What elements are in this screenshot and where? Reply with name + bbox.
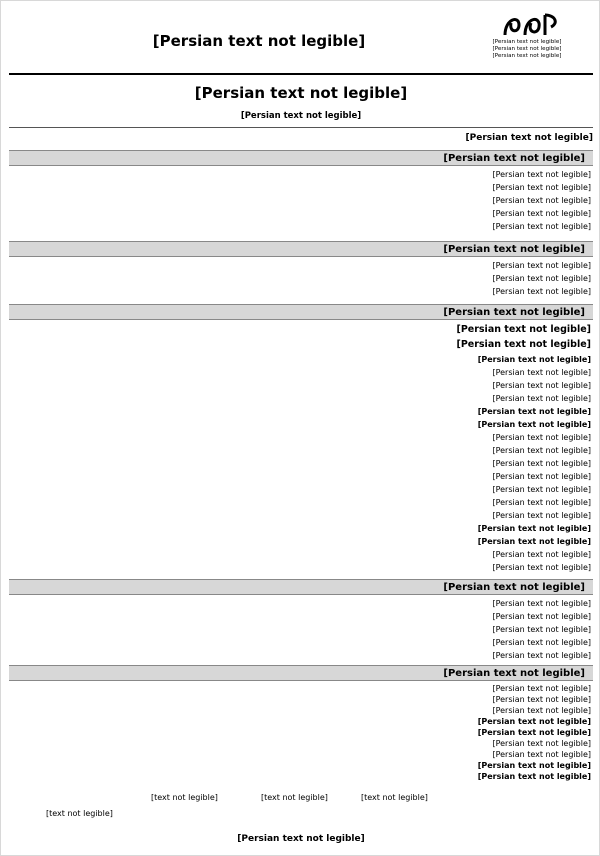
document-header bbox=[9, 9, 593, 71]
attention-note: [Persian text not legible] bbox=[465, 133, 593, 143]
tender-subtitle: [Persian text not legible] bbox=[240, 111, 362, 121]
section-a-header bbox=[9, 150, 593, 166]
section-c-line: [Persian text not legible] bbox=[456, 324, 591, 335]
section-c-header bbox=[9, 304, 593, 320]
section-e-line: [Persian text not legible] bbox=[492, 695, 591, 704]
section-a-line: [Persian text not legible] bbox=[492, 183, 591, 192]
section-a-title: [Persian text not legible] bbox=[443, 153, 585, 164]
section-c-line: [Persian text not legible] bbox=[492, 472, 591, 481]
section-c-line: [Persian text not legible] bbox=[492, 433, 591, 442]
section-e-line: [Persian text not legible] bbox=[492, 684, 591, 693]
company-logo bbox=[467, 9, 587, 71]
section-a-line: [Persian text not legible] bbox=[492, 170, 591, 179]
header-divider bbox=[9, 73, 593, 75]
section-d-line: [Persian text not legible] bbox=[492, 651, 591, 660]
section-c-line: [Persian text not legible] bbox=[492, 394, 591, 403]
notice-title: [Persian text not legible] bbox=[152, 32, 366, 50]
section-c-line: [Persian text not legible] bbox=[492, 550, 591, 559]
section-b-line: [Persian text not legible] bbox=[492, 287, 591, 296]
section-e-line: [Persian text not legible] bbox=[477, 761, 591, 770]
section-d-title: [Persian text not legible] bbox=[443, 582, 585, 593]
section-b-line: [Persian text not legible] bbox=[492, 274, 591, 283]
section-a-line: [Persian text not legible] bbox=[492, 222, 591, 231]
section-e-line: [Persian text not legible] bbox=[477, 772, 591, 781]
section-b-title: [Persian text not legible] bbox=[443, 244, 585, 255]
section-b-header bbox=[9, 241, 593, 257]
section-c-line: [Persian text not legible] bbox=[477, 537, 591, 546]
ad-code: [text not legible] bbox=[46, 809, 113, 818]
section-d-line: [Persian text not legible] bbox=[492, 612, 591, 621]
logo-text-line: [Persian text not legible] bbox=[492, 39, 562, 45]
section-a-line: [Persian text not legible] bbox=[492, 196, 591, 205]
section-c-line: [Persian text not legible] bbox=[492, 446, 591, 455]
footer-links bbox=[151, 791, 451, 805]
section-c-line: [Persian text not legible] bbox=[492, 511, 591, 520]
logo-text-line: [Persian text not legible] bbox=[492, 46, 562, 52]
issuer-signature: [Persian text not legible] bbox=[237, 834, 365, 844]
section-e-line: [Persian text not legible] bbox=[492, 750, 591, 759]
section-c-line: [Persian text not legible] bbox=[492, 498, 591, 507]
tender-title: [Persian text not legible] bbox=[194, 84, 408, 102]
section-c-line: [Persian text not legible] bbox=[492, 459, 591, 468]
section-c-line: [Persian text not legible] bbox=[492, 485, 591, 494]
section-e-line: [Persian text not legible] bbox=[477, 717, 591, 726]
section-e-header bbox=[9, 665, 593, 681]
section-c-line: [Persian text not legible] bbox=[477, 355, 591, 364]
section-c-line: [Persian text not legible] bbox=[456, 339, 591, 350]
section-d-line: [Persian text not legible] bbox=[492, 599, 591, 608]
section-e-title: [Persian text not legible] bbox=[443, 668, 585, 679]
section-e-line: [Persian text not legible] bbox=[492, 706, 591, 715]
section-c-line: [Persian text not legible] bbox=[492, 368, 591, 377]
section-a-line: [Persian text not legible] bbox=[492, 209, 591, 218]
section-c-line: [Persian text not legible] bbox=[492, 381, 591, 390]
subtitle-divider bbox=[9, 127, 593, 128]
section-d-line: [Persian text not legible] bbox=[492, 625, 591, 634]
nioc-emblem-icon bbox=[497, 9, 567, 39]
section-c-line: [Persian text not legible] bbox=[477, 407, 591, 416]
section-c-line: [Persian text not legible] bbox=[477, 420, 591, 429]
section-e-line: [Persian text not legible] bbox=[492, 739, 591, 748]
logo-text-line: [Persian text not legible] bbox=[492, 53, 562, 59]
footer-link[interactable]: [text not legible] bbox=[261, 793, 328, 802]
section-b-line: [Persian text not legible] bbox=[492, 261, 591, 270]
section-c-title: [Persian text not legible] bbox=[443, 307, 585, 318]
section-c-line: [Persian text not legible] bbox=[477, 524, 591, 533]
section-e-line: [Persian text not legible] bbox=[477, 728, 591, 737]
footer-link[interactable]: [text not legible] bbox=[151, 793, 218, 802]
section-c-line: [Persian text not legible] bbox=[492, 563, 591, 572]
section-d-line: [Persian text not legible] bbox=[492, 638, 591, 647]
footer-link[interactable]: [text not legible] bbox=[361, 793, 428, 802]
section-d-header bbox=[9, 579, 593, 595]
